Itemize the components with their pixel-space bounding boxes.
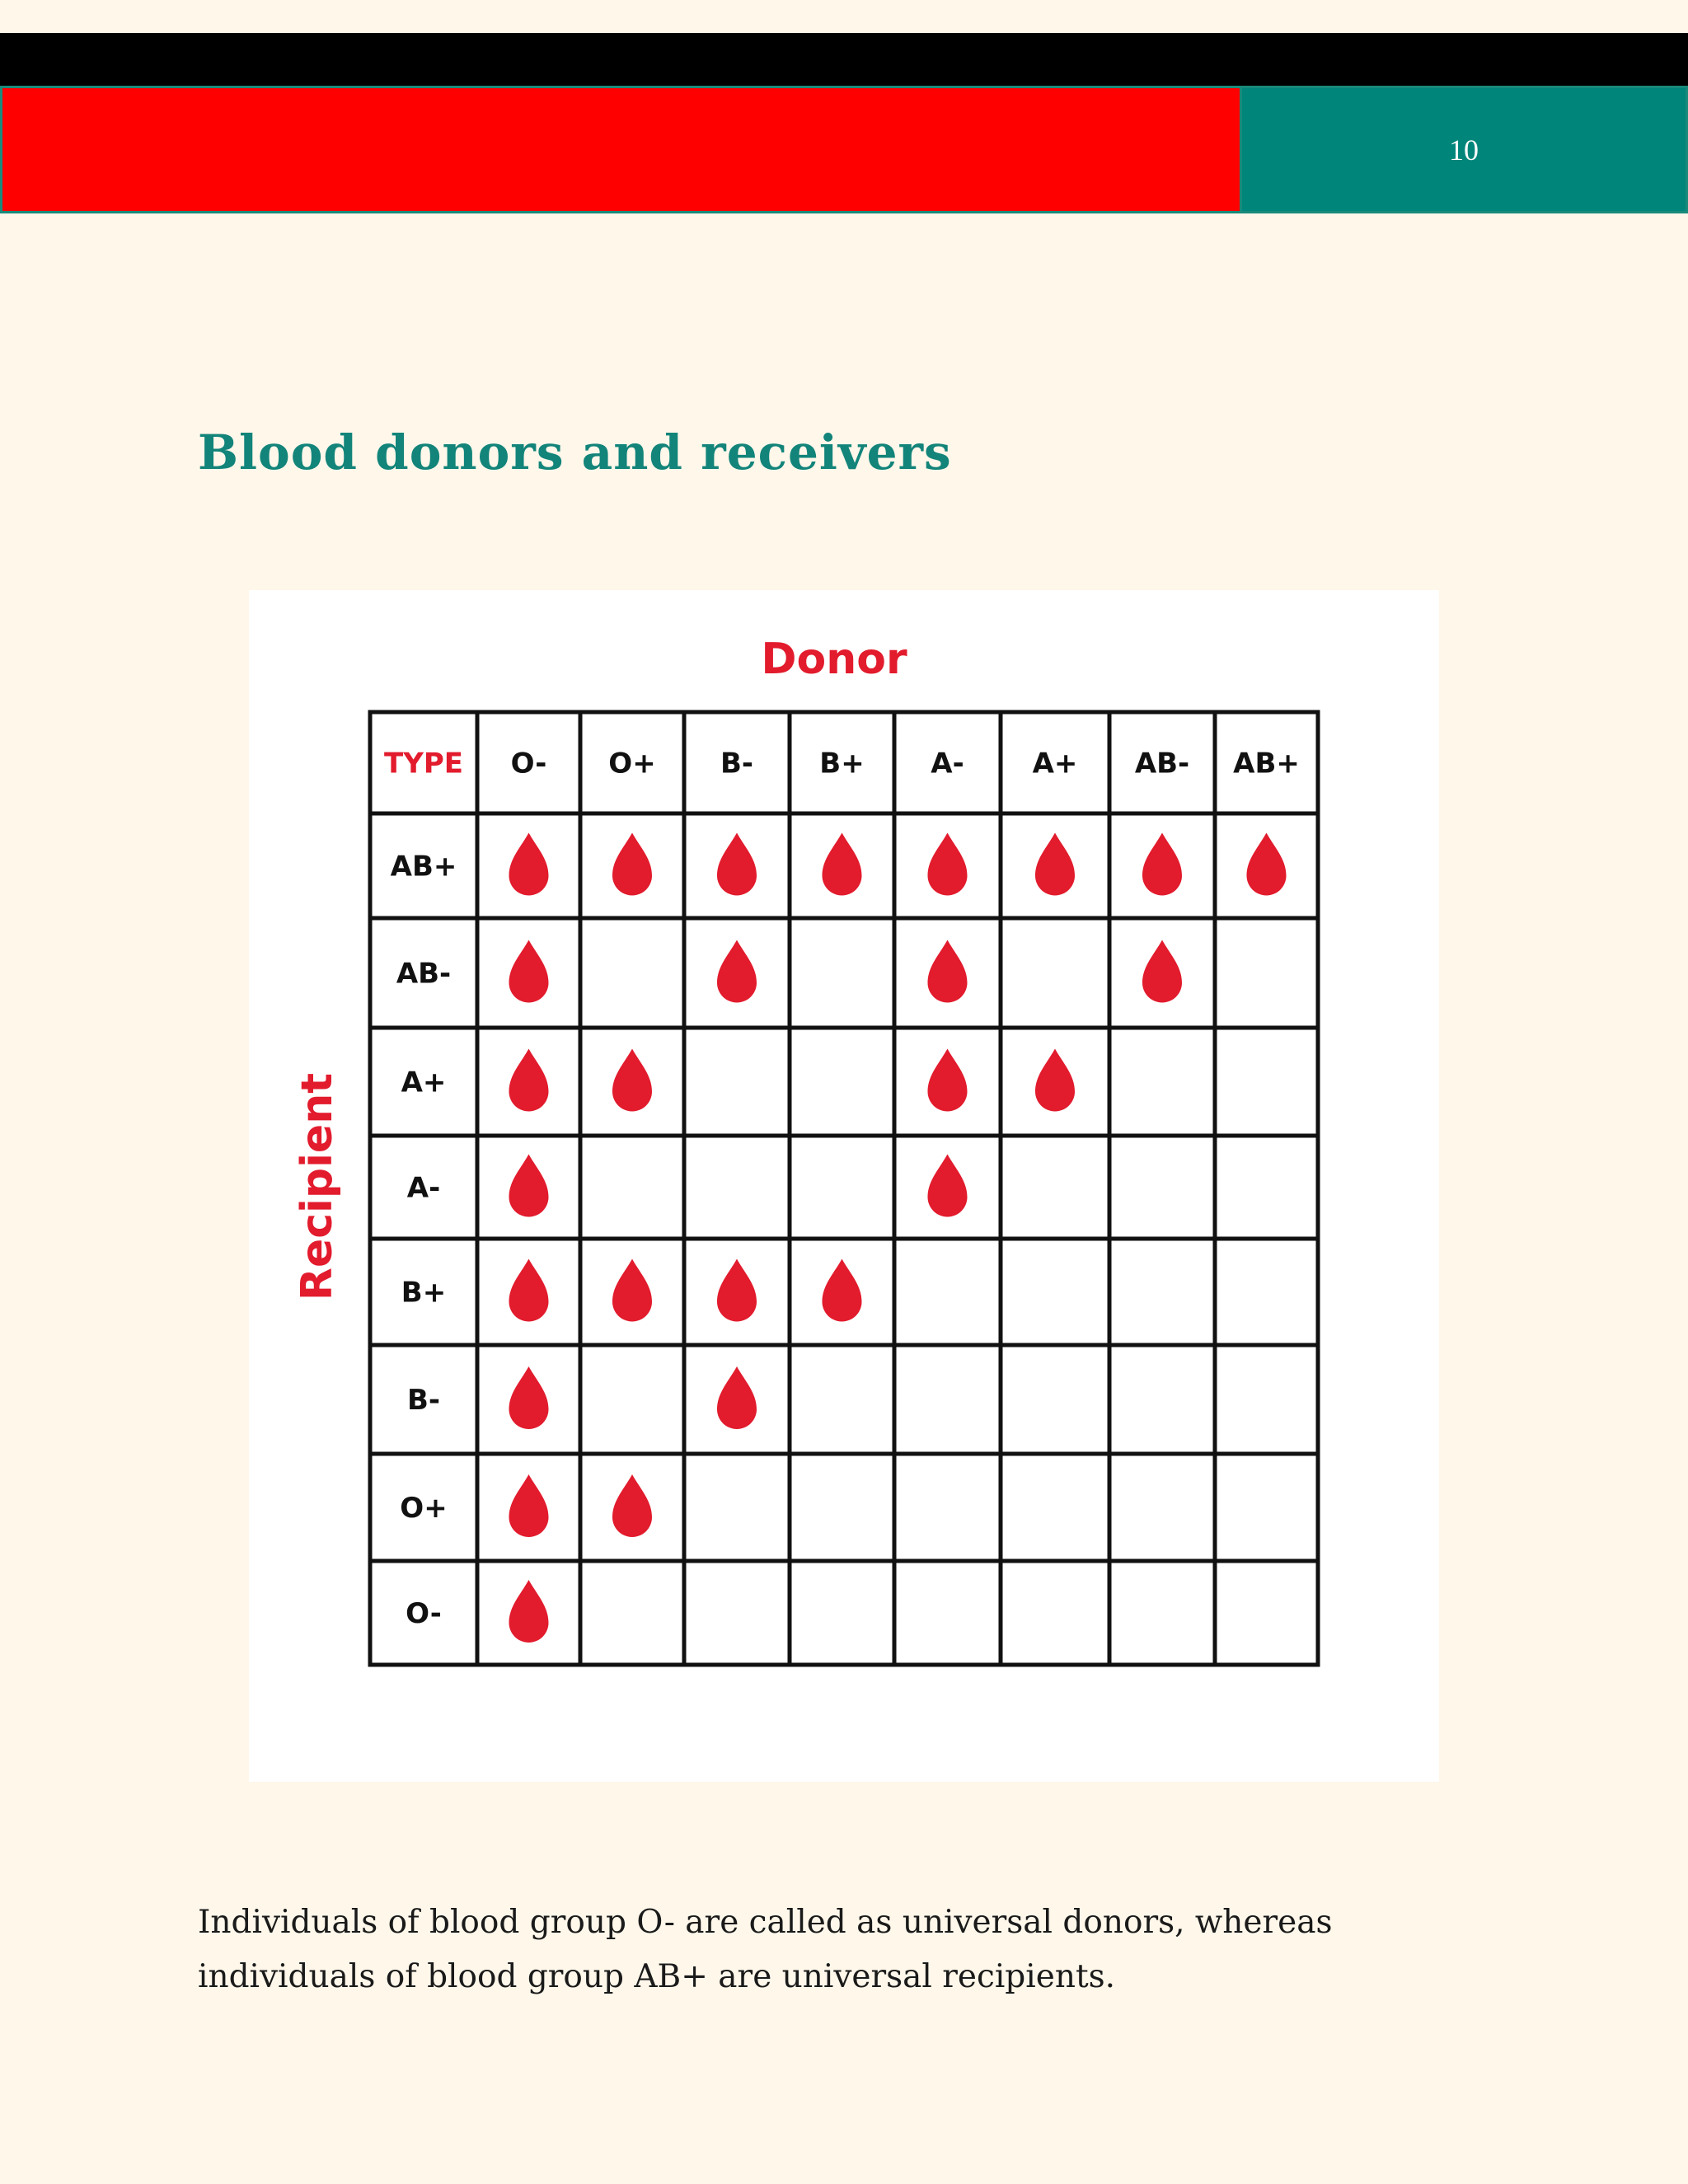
donor-header: A+ bbox=[1032, 747, 1078, 780]
section-heading: Blood donors and receivers bbox=[198, 424, 952, 480]
recipient-header: A- bbox=[406, 1171, 441, 1205]
donor-header: AB- bbox=[1134, 747, 1190, 780]
recipient-header: O- bbox=[406, 1597, 442, 1630]
donor-header: B- bbox=[720, 747, 754, 780]
donor-header: B+ bbox=[819, 747, 865, 780]
donor-header: O+ bbox=[608, 747, 656, 780]
recipient-header: AB+ bbox=[390, 850, 457, 883]
recipient-header: O+ bbox=[400, 1492, 448, 1525]
type-corner-label: TYPE bbox=[384, 747, 463, 780]
recipient-header: B+ bbox=[401, 1276, 447, 1310]
page-number: 10 bbox=[1449, 133, 1479, 166]
recipient-header: B- bbox=[406, 1384, 441, 1417]
donor-header: A- bbox=[931, 747, 964, 780]
donor-header: AB+ bbox=[1233, 747, 1300, 780]
body-paragraph: Individuals of blood group O- are called as universal donors, whereas individuals of blood group AB+ are universal recipients. bbox=[198, 1904, 1333, 1995]
donor-header: O- bbox=[510, 747, 547, 780]
recipient-axis-label: Recipient bbox=[293, 1072, 342, 1301]
donor-axis-label: Donor bbox=[761, 635, 907, 684]
recipient-header: AB- bbox=[396, 957, 452, 991]
recipient-header: A+ bbox=[401, 1066, 447, 1099]
